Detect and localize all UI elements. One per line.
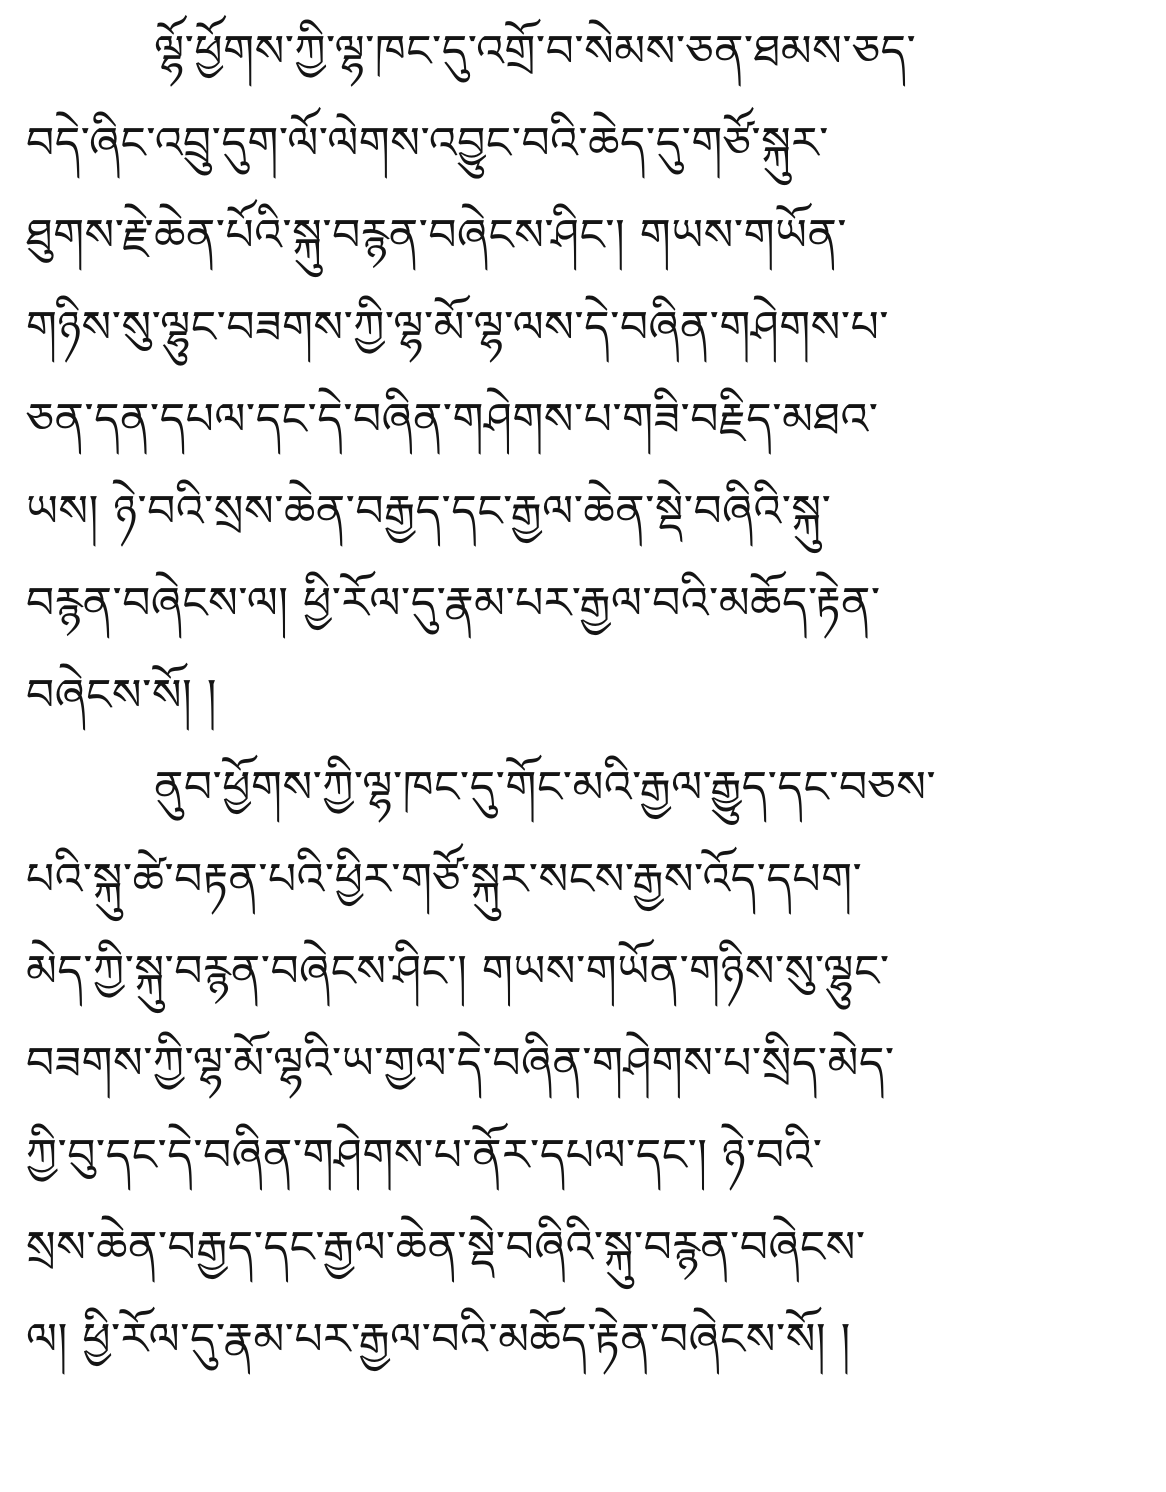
text-line: པའི་སྐུ་ཚེ་བརྟན་པའི་ཕྱིར་གཙོ་སྐུར་སངས་རྒྱས་འོད་དཔག་ bbox=[26, 854, 863, 905]
text-line: བཞེངས་སོ། ། bbox=[26, 670, 218, 721]
text-line: བདེ་ཞིང་འབྲུ་དུག་ལོ་ལེགས་འབྱུང་བའི་ཆེད་དུ་གཙོ་སྐུར་ bbox=[26, 118, 829, 169]
text-line: ཅན་དན་དཔལ་དང་དེ་བཞིན་གཤེགས་པ་གཟི་བརྗིད་མཐའ་ bbox=[26, 394, 879, 445]
text-line: སྲས་ཆེན་བརྒྱད་དང་རྒྱལ་ཆེན་སྡེ་བཞིའི་སྐུ་བརྙན་བཞེངས་ bbox=[26, 1222, 866, 1273]
text-line: གཉིས་སུ་ལྷུང་བཟགས་ཀྱི་ལྷ་མོ་ལྷ་ལས་དེ་བཞིན་གཤེགས་པ་ bbox=[26, 302, 890, 353]
text-line: ལྷོ་ཕྱོགས་ཀྱི་ལྷ་ཁང་དུ་འགྲོ་བ་སེམས་ཅན་ཐམས་ཅད་ bbox=[154, 26, 917, 77]
paragraph-1 bbox=[26, 6, 1142, 742]
text-line: ཐུགས་རྗེ་ཆེན་པོའི་སྐུ་བརྙན་བཞེངས་ཤིང་། གཡས་གཡོན་ bbox=[26, 210, 848, 261]
text-line: བརྙན་བཞེངས་ལ། ཕྱི་རོལ་དུ་རྣམ་པར་རྒྱལ་བའི་མཆོད་རྟེན་ bbox=[26, 578, 881, 629]
text-line: ཀྱི་བུ་དང་དེ་བཞིན་གཤེགས་པ་ནོར་དཔལ་དང་། ཉེ་བའི་ bbox=[26, 1130, 823, 1181]
text-line: མེད་ཀྱི་སྐུ་བརྙན་བཞེངས་ཤིང་། གཡས་གཡོན་གཉིས་སུ་ལྷུང་ bbox=[26, 946, 890, 997]
paragraph-2 bbox=[26, 742, 1142, 1386]
text-line: བཟགས་ཀྱི་ལྷ་མོ་ལྷའི་ཡ་གྱལ་དེ་བཞིན་གཤེགས་པ་སྲིད་མེད་ bbox=[26, 1038, 895, 1089]
text-line: ལ། ཕྱི་རོལ་དུ་རྣམ་པར་རྒྱལ་བའི་མཆོད་རྟེན་བཞེངས་སོ། ། bbox=[26, 1314, 851, 1365]
text-line: ཡས། ཉེ་བའི་སྲས་ཆེན་བརྒྱད་དང་རྒྱལ་ཆེན་སྡེ་བཞིའི་སྐུ་ bbox=[26, 486, 832, 537]
text-line: ནུབ་ཕྱོགས་ཀྱི་ལྷ་ཁང་དུ་གོང་མའི་རྒྱལ་རྒྱུད་དང་བཅས་ bbox=[154, 762, 937, 813]
